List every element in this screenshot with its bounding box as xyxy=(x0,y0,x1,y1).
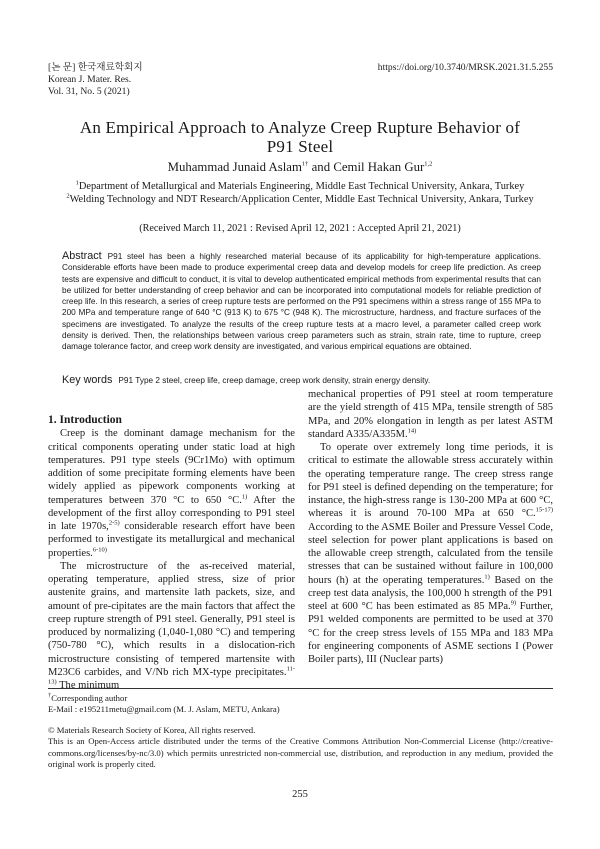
author-conjunction: and xyxy=(308,160,334,174)
text-run: Creep is the dominant damage mechanism for the critical components operating under static load at high temperatures. P91 type steels (9Cr1Mo) with optimum addition of some precipitate forming elements have been widely applied as pipework components working at temperatures between 370 °C to 650 °C. xyxy=(48,428,295,506)
footnote-divider xyxy=(48,688,553,689)
keywords-label: Key words xyxy=(62,374,113,386)
intro-paragraph-1 xyxy=(48,427,295,560)
text-run: considerable research effort have been performed to investigate its metallurgical and mechanical properties. xyxy=(48,521,295,559)
text-run: Based on the creep test data analysis, the 100,000 h strength of the P91 steel at 600 °C has been estimated as 85 MPa. xyxy=(308,574,553,612)
paper-title xyxy=(40,118,560,156)
journal-volume: Vol. 31, No. 5 (2021) xyxy=(48,86,130,98)
affiliation-1-mark: 1 xyxy=(75,179,79,187)
text-run: After the development of the first alloy corresponding to P91 steel in late 1970s, xyxy=(48,494,295,532)
affiliation-1 xyxy=(40,180,560,193)
keywords-text: P91 Type 2 steel, creep life, creep damage, creep work density, strain energy density. xyxy=(118,376,431,385)
text-run: According to the ASME Boiler and Pressure Vessel Code, steel selection for power plant applications is based on the allowable creep strength, calculated from the tensile stresses that can be sustained without failure in 100,000 hours (h) at the operating temperatures. xyxy=(308,521,553,586)
citation: 1) xyxy=(484,572,490,580)
license-text: This is an Open-Access article distributed under the terms of the Creative Commons Attribution Non-Commercial License (http://creative-commons.org/licenses/by-nc/3.0) which permits unrestricted non-commercial use, distribution, and reproduction in any medium, provided the original work is properly cited. xyxy=(48,736,553,770)
journal-line-english: Korean J. Mater. Res. xyxy=(48,74,132,86)
author-1: Muhammad Junaid Aslam xyxy=(167,160,302,174)
author-2-mark: 1,2 xyxy=(424,160,433,168)
affiliation-1-text: Department of Metallurgical and Materials Engineering, Middle East Technical University, Ankara, Turkey xyxy=(78,181,525,192)
intro-paragraph-2 xyxy=(48,560,295,693)
text-run: To operate over extremely long time periods, it is critical to estimate the allowable stress accurately within the operating temperature range. The creep stress range for P91 steel is defined depending on the temperature; for instance, the high-stress range is 130-200 MPa at 600 °C, whereas it is around 70-100 MPa at 650 °C. xyxy=(308,442,553,520)
text-run: The microstructure of the as-received material, operating temperature, applied stress, size of prior austenite grains, and martensite lath packets, size, and amount of pre-cipitates are the main factors that affect the creep rupture strength of P91 steel. Generally, P91 steel is produced by normalizing (1,040-1,080 °C) and tempering (750-780 °C), which results in a dislocation-rich microstructure consisting of tempered martensite with M23C6 carbides, and V/Nb rich MX-type precipitates. xyxy=(48,560,295,678)
text-run: mechanical properties of P91 steel at room temperature are the yield strength of 415 MPa, tensile strength of 585 MPa, and 20% elongation in length as per latest ASTM standard A335/A335M. xyxy=(308,389,553,440)
affiliation-2-text: Welding Technology and NDT Research/Application Center, Middle East Technical University, Ankara, Turkey xyxy=(69,194,534,206)
citation: 11-13) xyxy=(48,665,295,686)
page-number: 255 xyxy=(292,789,308,800)
copyright-line: © Materials Research Society of Korea, All rights reserved. xyxy=(48,725,256,735)
section-heading-introduction: 1. Introduction xyxy=(48,414,122,426)
citation: 6-10) xyxy=(92,545,107,553)
citation: 1) xyxy=(241,492,248,500)
abstract-label: Abstract xyxy=(62,250,102,262)
journal-line-korean: [논 문] 한국재료학회지 xyxy=(48,62,143,73)
affiliation-2-mark: 2 xyxy=(66,192,70,200)
abstract xyxy=(62,251,541,353)
author-list xyxy=(40,160,560,175)
affiliation-2 xyxy=(40,193,560,206)
affiliations xyxy=(40,180,560,207)
corresponding-label xyxy=(48,693,553,704)
email-line: E-Mail : e195211metu@gmail.com (M. J. Aslam, METU, Ankara) xyxy=(48,704,280,715)
citation: 2-5) xyxy=(108,519,120,527)
right-column xyxy=(308,388,553,666)
submission-dates: (Received March 11, 2021 : Revised April 12, 2021 : Accepted April 21, 2021) xyxy=(139,223,461,234)
corresponding-author-footnote xyxy=(48,693,553,716)
corresponding-text: Corresponding author xyxy=(51,693,128,703)
author-2: Cemil Hakan Gur xyxy=(333,160,425,174)
author-1-mark: 1† xyxy=(301,160,309,168)
abstract-text: P91 steel has been a highly researched material because of its applicability for high-temperature applications. Considerable efforts have been made to produce experimental creep data and develop models for creep life prediction. As creep tests are expensive and difficult to conduct, it is vital to develop authenticated empirical methods from experimental results that can be utilized for better understanding of creep behavior and can be incorporated into computational models for reliable prediction of creep life. In this research, a series of creep rupture tests are performed on the P91 specimens within a stress range of 155 MPa to 200 MPa and temperature range of 640 °C (913 K) to 675 °C (948 K). The microstructure, hardness, and fracture surfaces of the specimens are investigated. To analyze the results of the creep rupture tests at a macro level, a parameter called creep work density is derived. Then, the relationships between various creep parameters such as strain, strain rate, time to rupture, creep damage tolerance factor, and creep work density are investigated, and various empirical equations are obtained. xyxy=(62,252,541,352)
journal-info xyxy=(48,62,143,99)
citation: 14) xyxy=(407,427,417,435)
left-column xyxy=(48,414,295,692)
text-run: Further, P91 welded components are permitted to be used at 370 °C for the creep stress levels of 155 MPa and 183 MPa for engineering components of ASME sections I (Power Boiler parts), III (Nuclear parts) xyxy=(308,601,553,665)
keywords xyxy=(62,374,541,386)
title-line-2: P91 Steel xyxy=(266,137,334,156)
doi-link[interactable]: https://doi.org/10.3740/MRSK.2021.31.5.255 xyxy=(377,62,553,73)
dagger-mark: † xyxy=(48,692,52,700)
copyright-notice xyxy=(48,725,553,771)
intro-paragraph-3 xyxy=(308,441,553,666)
title-line-1: An Empirical Approach to Analyze Creep Rupture Behavior of xyxy=(79,118,521,137)
text-run: The minimum xyxy=(56,680,120,691)
citation: 9) xyxy=(510,599,517,607)
intro-paragraph-2-continued xyxy=(308,388,553,441)
citation: 15-17) xyxy=(535,506,553,514)
